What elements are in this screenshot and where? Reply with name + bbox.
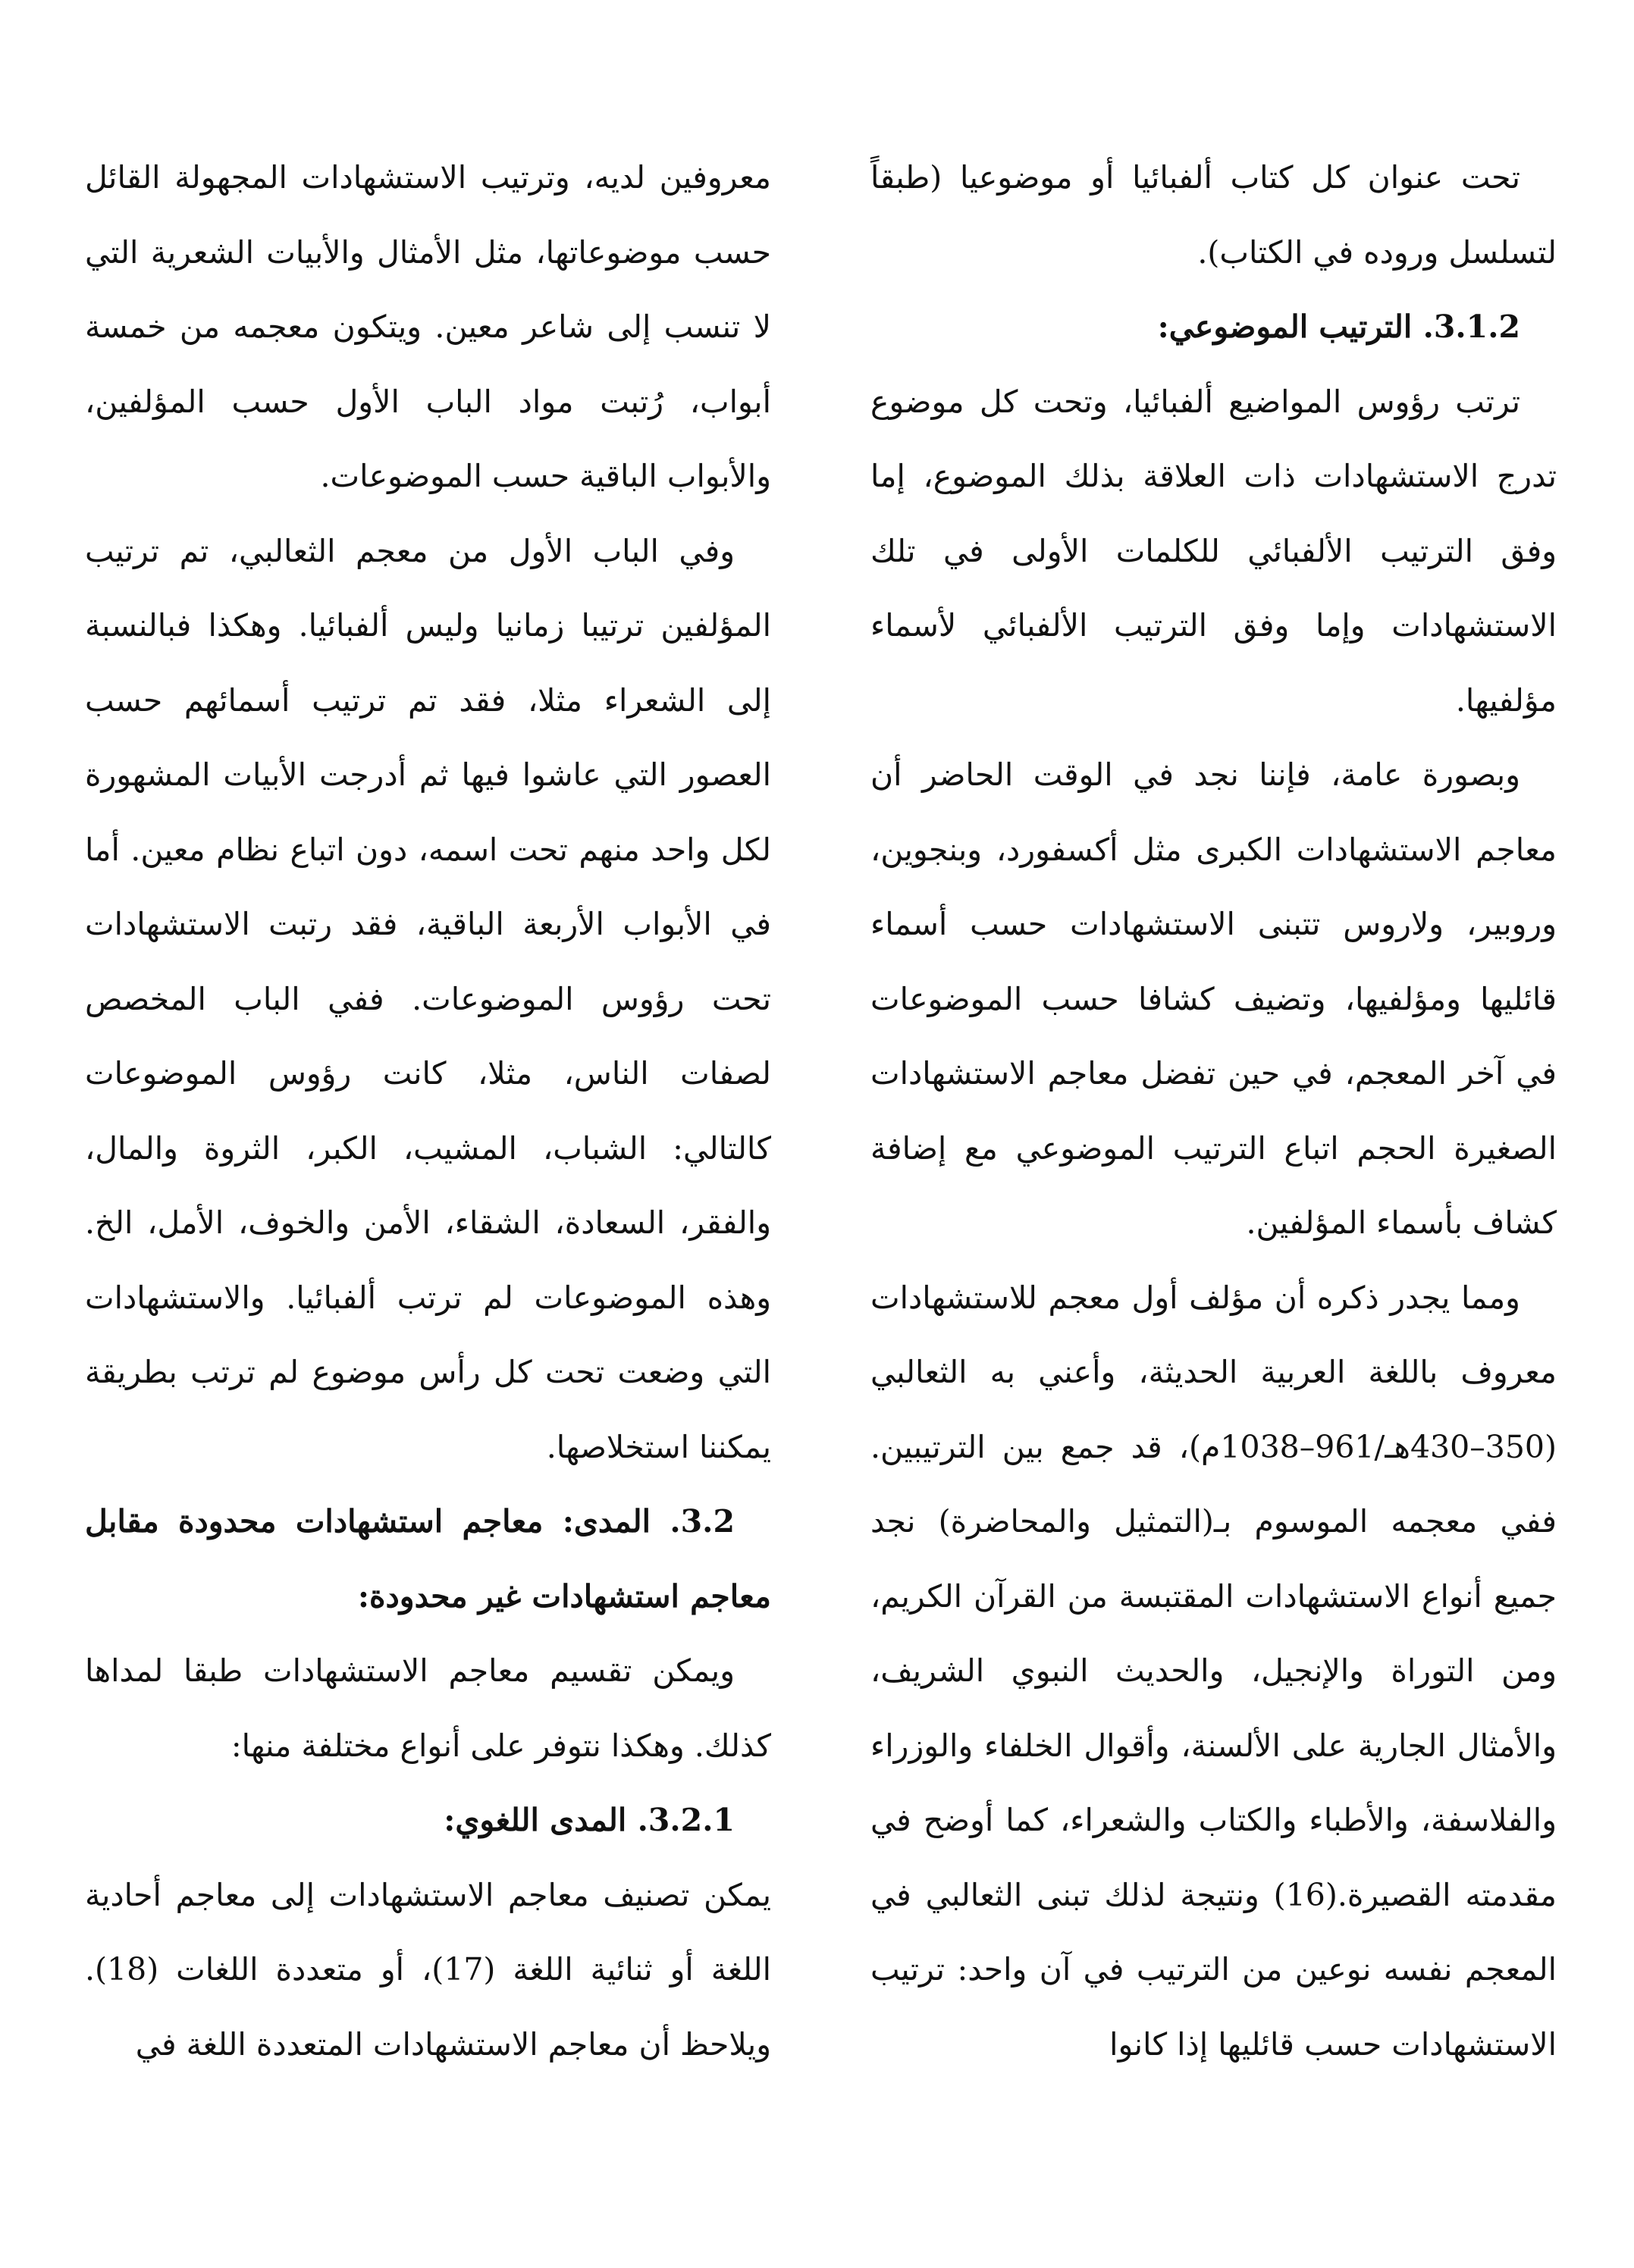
paragraph: ترتب رؤوس المواضيع ألفبائيا، وتحت كل موضوع تدرج الاستشهادات ذات العلاقة بذلك الموضوع، إما وفق الترتيب الألفبائي للكلمات الأولى في تلك الاستشهادات وإما وفق الترتيب الألفبائي لأسماء مؤلفيها.	[870, 383, 1557, 719]
right-column	[870, 140, 1557, 2082]
paragraph: وبصورة عامة، فإننا نجد في الوقت الحاضر أن معاجم الاستشهادات الكبرى مثل أكسفورد، وبنجوين، وروبير، ولاروس تتبنى الاستشهادات حسب أسماء قائليها ومؤلفيها، وتضيف كشافا حسب الموضوعات في آخر المعجم، في حين تفضل معاجم الاستشهادات الصغيرة الحجم اتباع الترتيب الموضوعي مع إضافة كشاف بأسماء المؤلفين.	[870, 757, 1557, 1241]
section-heading-3-1-2: 3.1.2. الترتيب الموضوعي:	[1157, 309, 1520, 345]
paragraph: ويمكن تقسيم معاجم الاستشهادات طبقا لمداها كذلك. وهكذا نتوفر على أنواع مختلفة منها:	[85, 1652, 771, 1764]
paragraph: معروفين لديه، وترتيب الاستشهادات المجهولة القائل حسب موضوعاتها، مثل الأمثال والأبيات الشعرية التي لا تنسب إلى شاعر معين. ويتكون معجمه من خمسة أبواب، رُتبت مواد الباب الأول حسب المؤلفين، والأبواب الباقية حسب الموضوعات.	[85, 159, 771, 494]
paragraph: يمكن تصنيف معاجم الاستشهادات إلى معاجم أحادية اللغة أو ثنائية اللغة (17)، أو متعددة اللغات (18). ويلاحظ أن معاجم الاستشهادات المتعددة اللغة في	[85, 1876, 772, 2063]
left-column	[85, 140, 771, 2082]
paragraph: وفي الباب الأول من معجم الثعالبي، تم ترتيب المؤلفين ترتيبا زمانيا وليس ألفبائيا. وهكذا فبالنسبة إلى الشعراء مثلا، فقد تم ترتيب أسمائهم حسب العصور التي عاشوا فيها ثم أدرجت الأبيات المشهورة لكل واحد منهم تحت اسمه، دون اتباع نظام معين. أما في الأبواب الأربعة الباقية، فقد رتبت الاستشهادات تحت رؤوس الموضوعات. ففي الباب المخصص لصفات الناس، مثلا، كانت رؤوس الموضوعات كالتالي: الشباب، المشيب، الكبر، الثروة والمال، والفقر، السعادة، الشقاء، الأمن والخوف، الأمل، الخ. وهذه الموضوعات لم ترتب ألفبائيا. والاستشهادات التي وضعت تحت كل رأس موضوع لم ترتب بطريقة يمكننا استخلاصها.	[85, 532, 771, 1465]
paragraph: ومما يجدر ذكره أن مؤلف أول معجم للاستشهادات معروف باللغة العربية الحديثة، وأعني به الثعالبي (350–430هـ/961–1038م)، قد جمع بين الترتيبين. ففي معجمه الموسوم بـ(التمثيل والمحاضرة) نجد جميع أنواع الاستشهادات المقتبسة من القرآن الكريم، ومن التوراة والإنجيل، والحديث النبوي الشريف، والأمثال الجارية على الألسنة، وأقوال الخلفاء والوزراء والفلاسفة، والأطباء والكتاب والشعراء، كما أوضح في مقدمته القصيرة.(16) ونتيجة لذلك تبنى الثعالبي في المعجم نفسه نوعين من الترتيب في آن واحد: ترتيب الاستشهادات حسب قائليها إذا كانوا	[870, 1279, 1557, 2063]
section-heading-3-2-1: 3.2.1. المدى اللغوي:	[444, 1802, 735, 1838]
paragraph: تحت عنوان كل كتاب ألفبائيا أو موضوعيا (طبقاً لتسلسل وروده في الكتاب).	[870, 159, 1557, 271]
section-heading-3-2: 3.2. المدى: معاجم استشهادات محدودة مقابل معاجم استشهادات غير محدودة:	[85, 1503, 771, 1615]
